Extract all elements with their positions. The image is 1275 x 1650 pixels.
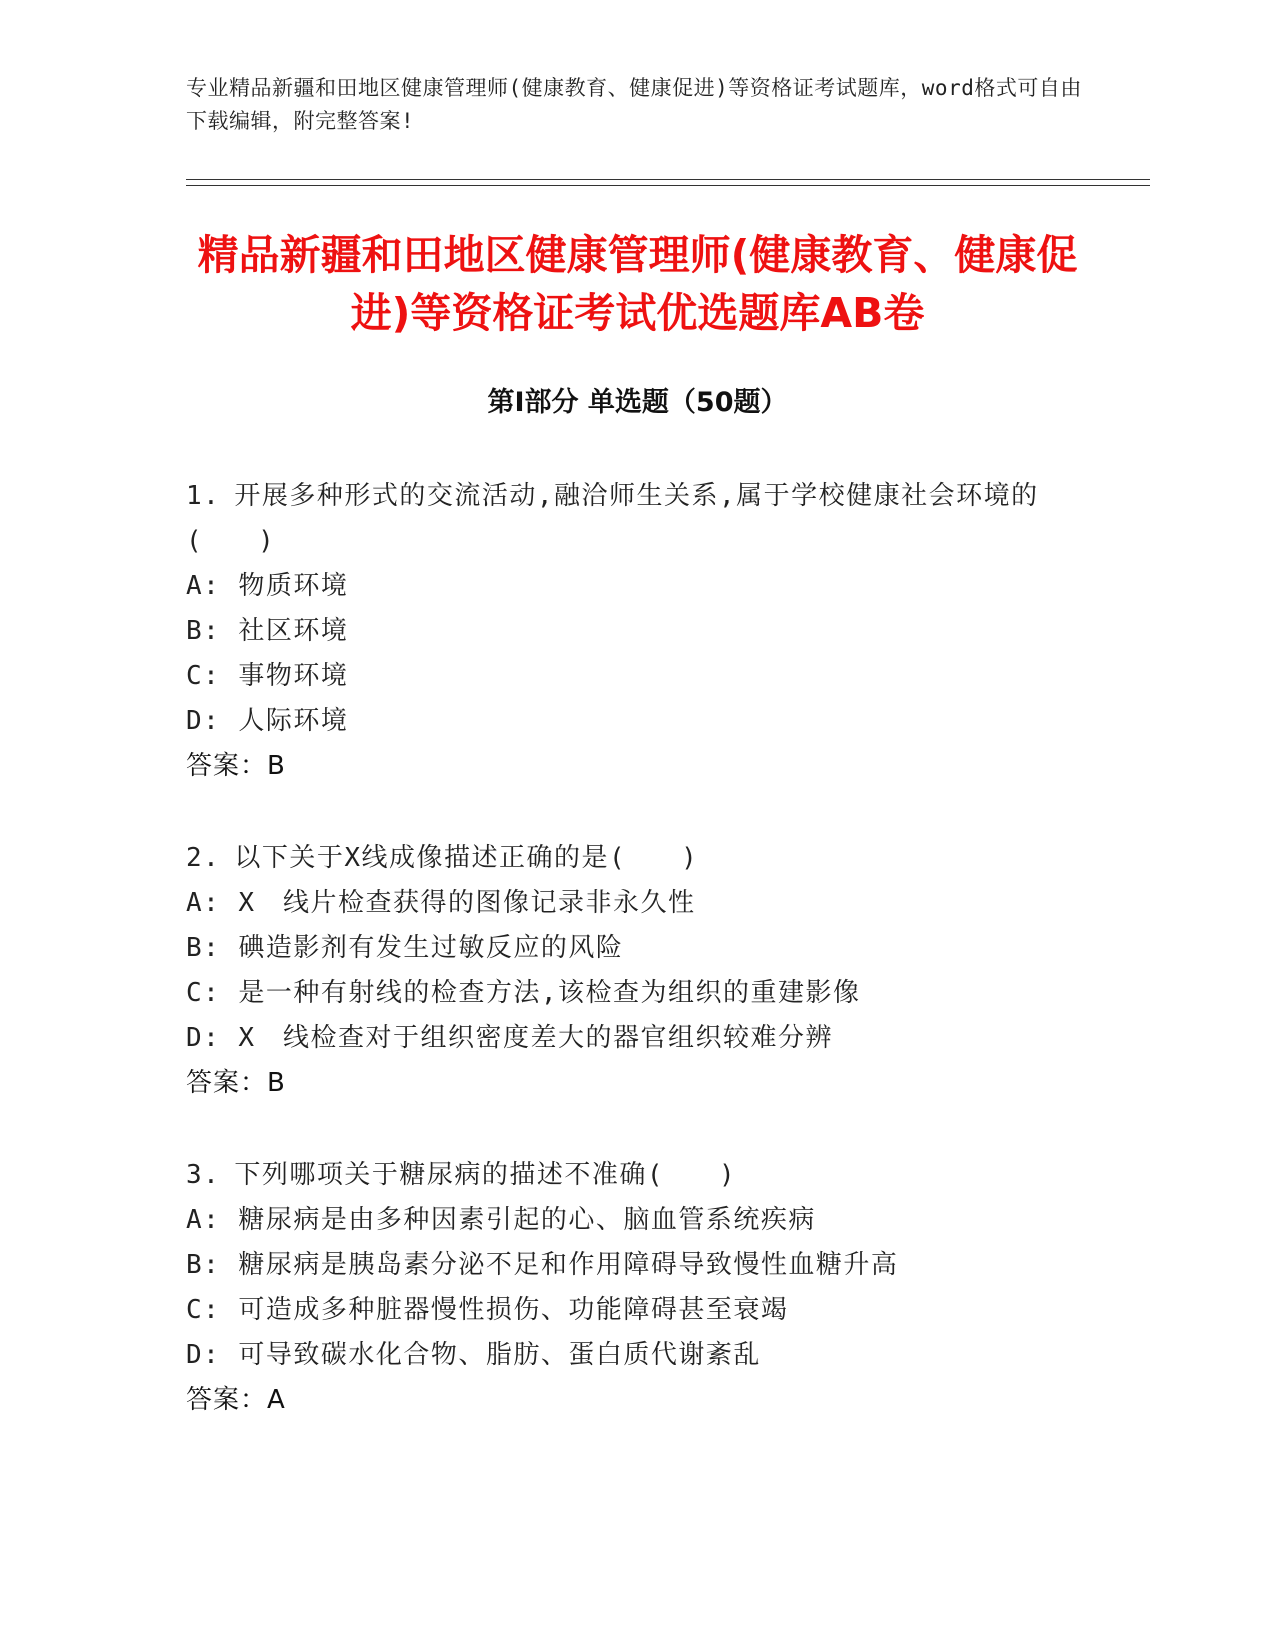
option-b (186, 1243, 1086, 1288)
answer-line: 答案：A (186, 1385, 286, 1415)
question-number: 3. (186, 1160, 221, 1190)
option-text: X 线片检查获得的图像记录非永久性 (238, 888, 696, 918)
option-letter: B: (186, 616, 221, 646)
option-text: X 线检查对于组织密度差大的器官组织较难分辨 (238, 1023, 833, 1053)
question-2 (186, 836, 1086, 1106)
question-text: 下列哪项关于糖尿病的描述不准确( ) (234, 1160, 737, 1190)
option-letter: B: (186, 1250, 221, 1280)
question-number: 2. (186, 843, 221, 873)
question-stem (186, 474, 1086, 564)
header-note: 专业精品新疆和田地区健康管理师(健康教育、健康促进)等资格证考试题库，word格式可自由下载编辑，附完整答案! (186, 76, 1082, 133)
option-letter: C: (186, 978, 221, 1008)
option-d (186, 1016, 1086, 1061)
option-letter: D: (186, 1340, 221, 1370)
option-letter: C: (186, 1295, 221, 1325)
question-text: 开展多种形式的交流活动,融洽师生关系,属于学校健康社会环境的( ) (186, 481, 1039, 556)
option-text: 糖尿病是胰岛素分泌不足和作用障碍导致慢性血糖升高 (238, 1250, 899, 1280)
question-number: 1. (186, 481, 221, 511)
option-b (186, 926, 1086, 971)
option-text: 是一种有射线的检查方法,该检查为组织的重建影像 (238, 978, 861, 1008)
question-stem (186, 1153, 1086, 1198)
question-3 (186, 1153, 1086, 1423)
question-stem (186, 836, 1086, 881)
question-1 (186, 474, 1086, 789)
option-letter: B: (186, 933, 221, 963)
section-title: 第Ⅰ部分 单选题（50题） (487, 387, 788, 418)
option-text: 社区环境 (238, 616, 349, 646)
option-text: 事物环境 (238, 661, 349, 691)
option-a (186, 564, 1086, 609)
option-text: 糖尿病是由多种因素引起的心、脑血管系统疾病 (238, 1205, 816, 1235)
option-d (186, 699, 1086, 744)
answer-line: 答案：B (186, 1068, 286, 1098)
option-c (186, 654, 1086, 699)
option-c (186, 971, 1086, 1016)
header-divider-bottom (186, 185, 1150, 186)
header-divider-top (186, 179, 1150, 180)
document-title: 精品新疆和田地区健康管理师(健康教育、健康促进)等资格证考试优选题库AB卷 (197, 231, 1078, 337)
option-text: 可造成多种脏器慢性损伤、功能障碍甚至衰竭 (238, 1295, 789, 1325)
option-letter: A: (186, 571, 221, 601)
option-text: 人际环境 (238, 706, 349, 736)
option-b (186, 609, 1086, 654)
option-letter: A: (186, 1205, 221, 1235)
answer-line: 答案：B (186, 751, 286, 781)
option-letter: C: (186, 661, 221, 691)
option-text: 碘造影剂有发生过敏反应的风险 (238, 933, 624, 963)
option-letter: D: (186, 1023, 221, 1053)
option-c (186, 1288, 1086, 1333)
option-text: 可导致碳水化合物、脂肪、蛋白质代谢紊乱 (238, 1340, 761, 1370)
option-d (186, 1333, 1086, 1378)
question-text: 以下关于X线成像描述正确的是( ) (234, 843, 699, 873)
option-letter: D: (186, 706, 221, 736)
option-a (186, 1198, 1086, 1243)
option-text: 物质环境 (238, 571, 349, 601)
option-a (186, 881, 1086, 926)
option-letter: A: (186, 888, 221, 918)
